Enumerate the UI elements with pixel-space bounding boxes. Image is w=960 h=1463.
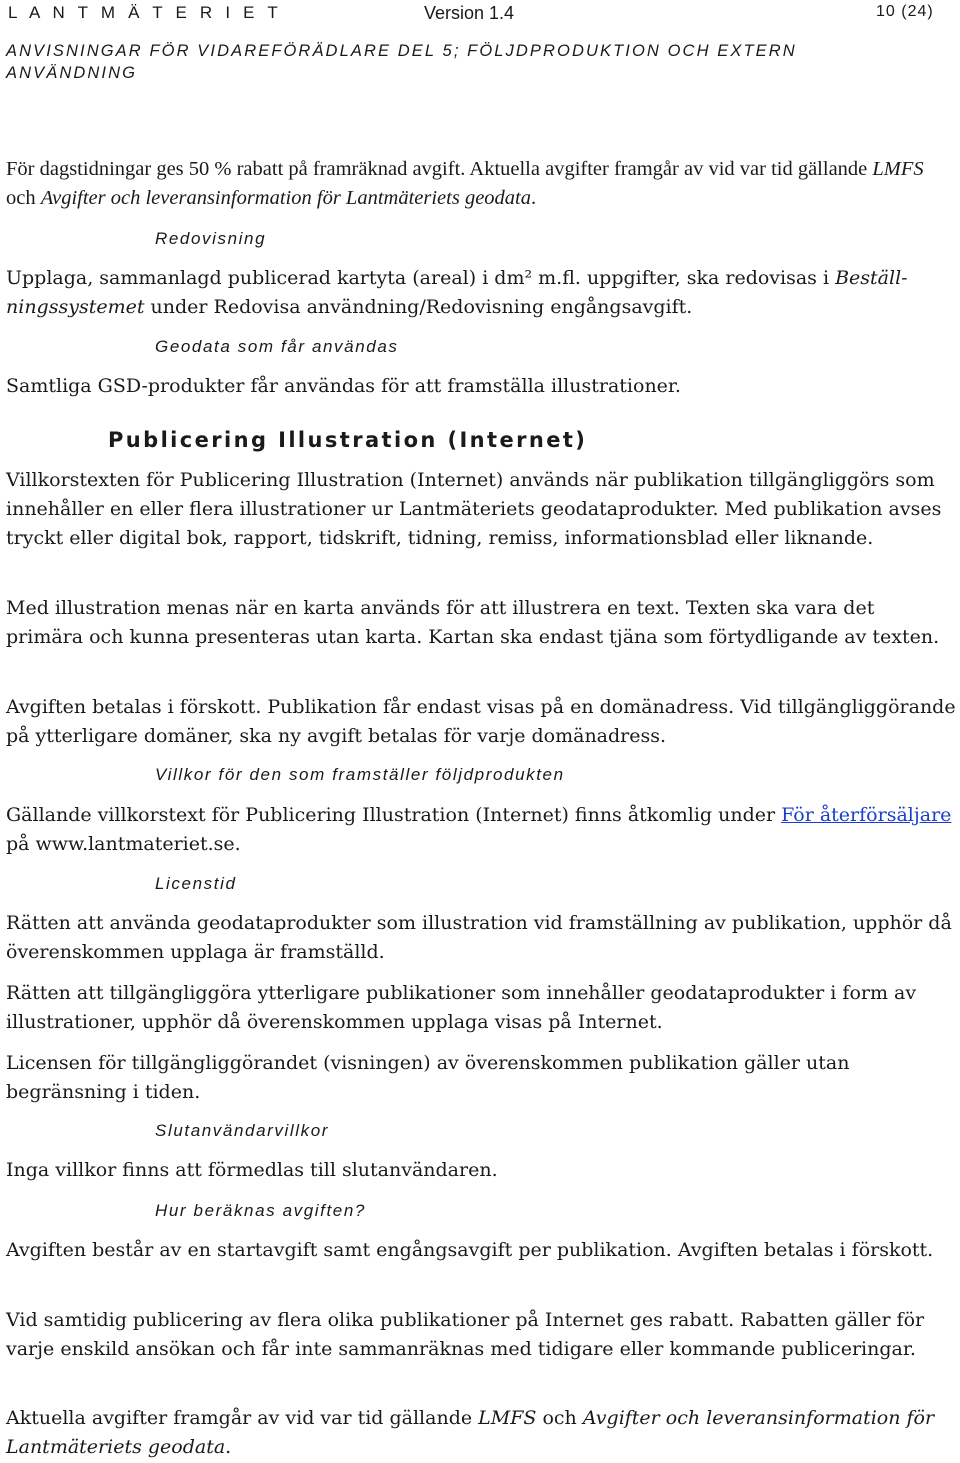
licenstid-paragraph-2: Rätten att tillgängliggöra ytterligare publikationer som innehåller geodataprodukter i form av illustrationer, upphör då överenskommen upplaga visas på Internet. <box>6 982 917 1033</box>
aterforsaljare-link[interactable]: För återförsäljare <box>781 804 952 826</box>
villkor-text-2: på www.lantmateriet.se. <box>6 833 241 855</box>
intro-lmfs: LMFS <box>872 158 924 180</box>
avgift-p3-avgifter-title: Avgifter och leveransinformation för Lantmäteriets geodata <box>6 1407 935 1458</box>
villkor-paragraph <box>6 801 956 859</box>
avgift-p3-text: Aktuella avgifter framgår av vid var tid gällande <box>6 1407 479 1429</box>
avgift-paragraph-1: Avgiften består av en startavgift samt engångsavgift per publikation. Avgiften betalas i förskott. <box>6 1239 934 1261</box>
avgift-paragraph-2: Vid samtidig publicering av flera olika publikationer på Internet ges rabatt. Rabatten gäller för varje enskild ansökan och får inte sammanräknas med tidigare eller kommande publiceringar. <box>6 1309 925 1360</box>
redovisning-text-2: under Redovisa användning/Redovisning engångsavgift. <box>144 296 693 318</box>
heading-avgift: Hur beräknas avgiften? <box>155 1201 366 1220</box>
intro-paragraph <box>6 155 956 213</box>
avgift-p3-end: . <box>225 1436 232 1458</box>
header-page-number: 10 (24) <box>876 3 934 20</box>
geodata-paragraph: Samtliga GSD-produkter får användas för att framställa illustrationer. <box>6 375 681 397</box>
avgift-paragraph-3 <box>6 1404 956 1462</box>
avgift-p3-lmfs: LMFS <box>478 1407 537 1429</box>
header-document-title: ANVISNINGAR FÖR VIDAREFÖRÄDLARE DEL 5; FÖLJDPRODUKTION OCH EXTERN ANVÄNDNING <box>6 42 797 82</box>
redovisning-system-b: ningssystemet <box>6 296 145 318</box>
redovisning-text: Upplaga, sammanlagd publicerad kartyta (areal) i dm² m.fl. uppgifter, ska redovisas i <box>6 267 836 289</box>
intro-text: För dagstidningar ges 50 % rabatt på framräknad avgift. Aktuella avgifter framgår av vid var tid gällande <box>6 158 873 180</box>
intro-avgifter-title: Avgifter och leveransinformation för Lantmäteriets geodata <box>40 187 531 209</box>
heading-licenstid: Licenstid <box>155 874 237 893</box>
section-paragraph-3: Avgiften betalas i förskott. Publikation får endast visas på en domänadress. Vid tillgängliggörande på ytterligare domäner, ska ny avgift betalas för varje domänadress. <box>6 696 956 747</box>
licenstid-paragraph-3: Licensen för tillgängliggörandet (visningen) av överenskommen publikation gäller utan begränsning i tiden. <box>6 1052 850 1103</box>
header-organization: L A N T M Ä T E R I E T <box>8 3 282 22</box>
header-version: Version 1.4 <box>424 3 515 23</box>
villkor-text: Gällande villkorstext för Publicering Illustration (Internet) finns åtkomlig under <box>6 804 782 826</box>
heading-slutanvandarvillkor: Slutanvändarvillkor <box>155 1121 330 1140</box>
avgift-p3-och: och <box>536 1407 583 1429</box>
slutanvandar-paragraph: Inga villkor finns att förmedlas till slutanvändaren. <box>6 1159 498 1181</box>
intro-end: . <box>530 187 537 209</box>
heading-villkor: Villkor för den som framställer följdprodukten <box>155 765 565 784</box>
redovisning-system-a: Beställ- <box>835 267 908 289</box>
section-paragraph-2: Med illustration menas när en karta används för att illustrera en text. Texten ska vara det primära och kunna presenteras utan karta. Kartan ska endast tjäna som förtydligande av texten. <box>6 597 940 648</box>
heading-geodata: Geodata som får användas <box>155 337 399 356</box>
licenstid-paragraph-1: Rätten att använda geodataprodukter som illustration vid framställning av publikation, upphör då överenskommen upplaga är framställd. <box>6 912 952 963</box>
heading-redovisning: Redovisning <box>155 229 267 248</box>
redovisning-paragraph <box>6 264 956 322</box>
intro-och: och <box>6 187 41 209</box>
section-title: Publicering Illustration (Internet) <box>108 428 588 452</box>
section-paragraph-1: Villkorstexten för Publicering Illustration (Internet) används när publikation tillgängliggörs som innehåller en eller flera illustrationer ur Lantmäteriets geodataprodukter. Med publikation avses tryckt eller digital bok, rapport, tidskrift, tidning, remiss, informationsblad eller liknande. <box>6 469 942 549</box>
